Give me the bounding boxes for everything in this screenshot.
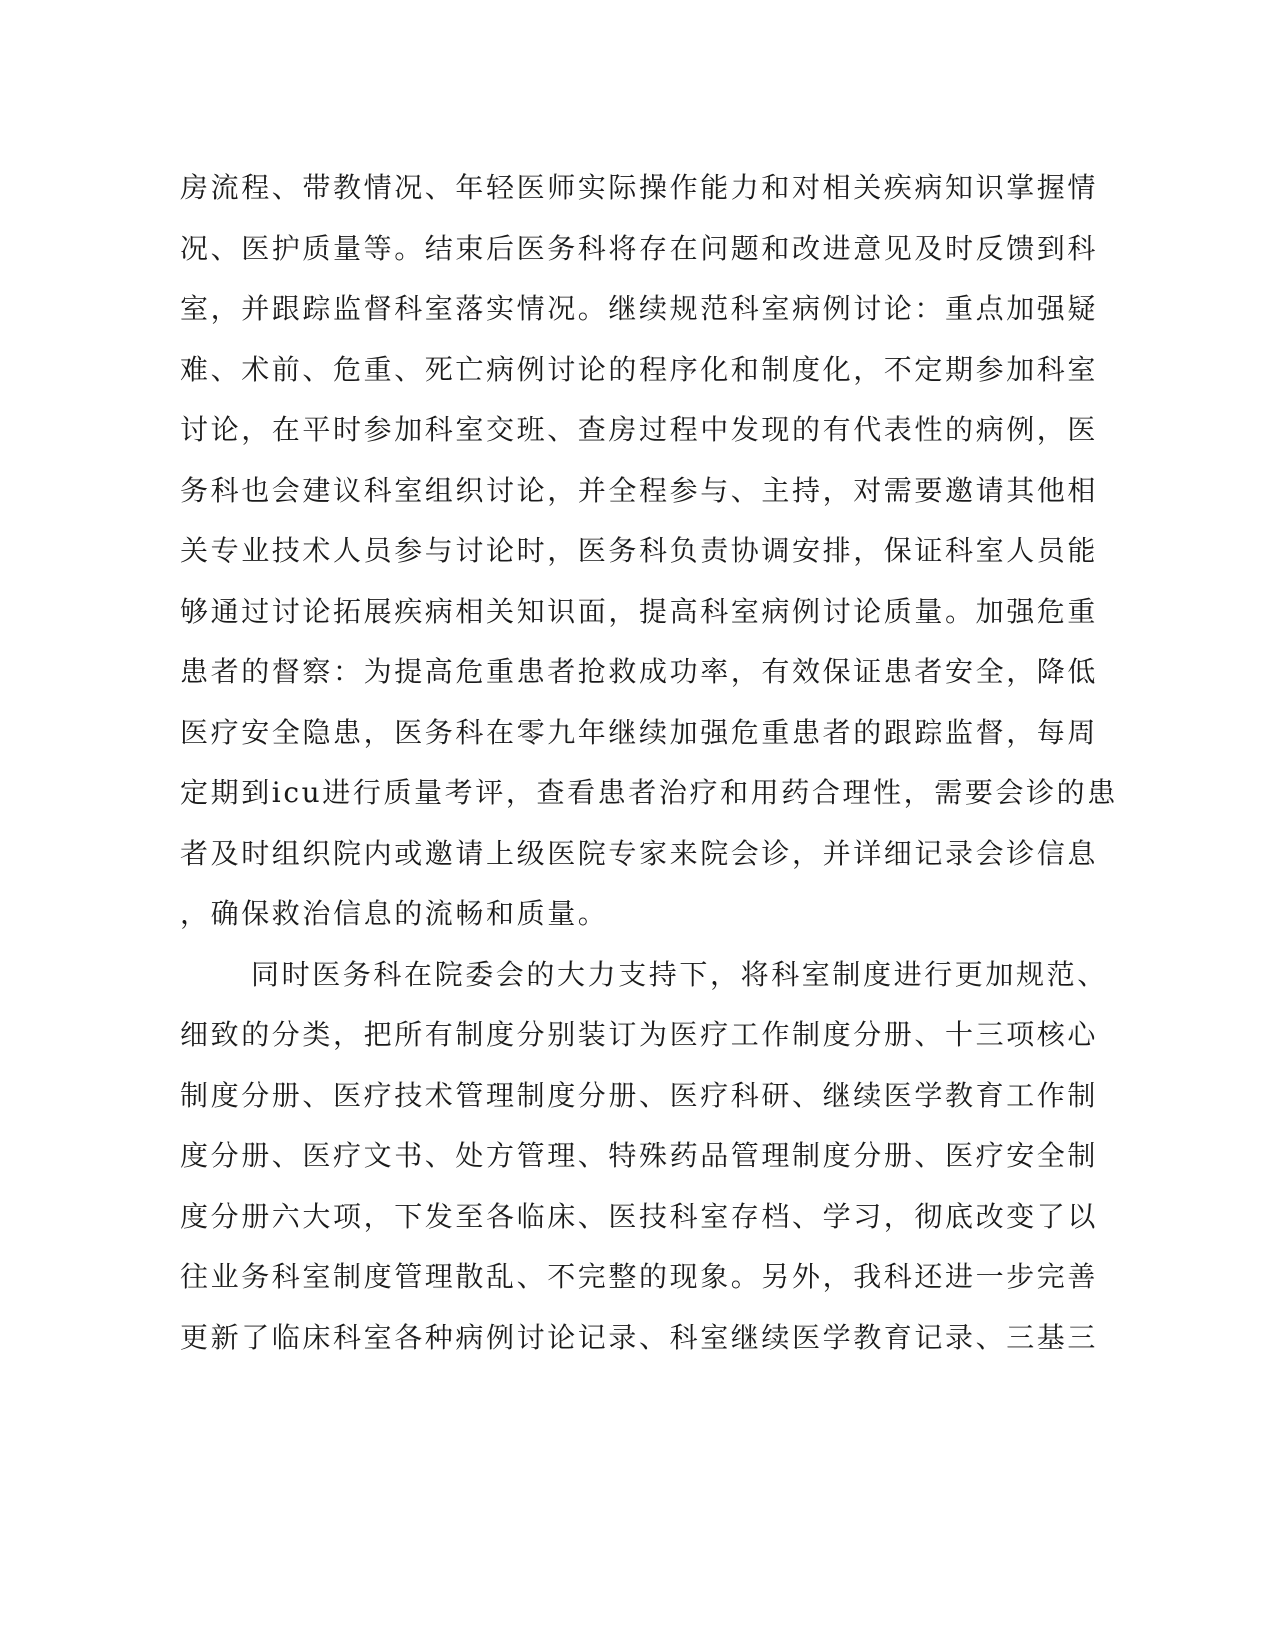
text-line: 往业务科室制度管理散乱、不完整的现象。另外，我科还进一步完善: [180, 1260, 1099, 1293]
text-line: 患者的督察：为提高危重患者抢救成功率，有效保证患者安全，降低: [180, 655, 1099, 688]
text-line: 难、术前、危重、死亡病例讨论的程序化和制度化，不定期参加科室: [180, 352, 1099, 386]
text-line: 室，并跟踪监督科室落实情况。继续规范科室病例讨论：重点加强疑: [180, 292, 1099, 325]
text-line: 关专业技术人员参与讨论时，医务科负责协调安排，保证科室人员能: [180, 534, 1099, 567]
text-line: 制度分册、医疗技术管理制度分册、医疗科研、继续医学教育工作制: [180, 1078, 1099, 1112]
text-line: 务科也会建议科室组织讨论，并全程参与、主持，对需要邀请其他相: [180, 473, 1099, 507]
text-line: 房流程、带教情况、年轻医师实际操作能力和对相关疾病知识掌握情: [180, 171, 1099, 204]
paragraph-1: [180, 158, 1118, 945]
text-line: 者及时组织院内或邀请上级医院专家来院会诊，并详细记录会诊信息: [180, 836, 1099, 870]
text-line: 医疗安全隐患，医务科在零九年继续加强危重患者的跟踪监督，每周: [180, 715, 1099, 749]
paragraph-2: [180, 945, 1108, 1369]
body-text: [180, 158, 1118, 1368]
text-line: ，确保救治信息的流畅和质量。: [180, 897, 609, 930]
text-line: 够通过讨论拓展疾病相关知识面，提高科室病例讨论质量。加强危重: [180, 594, 1099, 628]
text-line: 度分册、医疗文书、处方管理、特殊药品管理制度分册、医疗安全制: [180, 1139, 1099, 1172]
text-line: 细致的分类，把所有制度分别装订为医疗工作制度分册、十三项核心: [180, 1018, 1099, 1051]
text-line: 更新了临床科室各种病例讨论记录、科室继续医学教育记录、三基三: [180, 1320, 1099, 1354]
text-line: 况、医护质量等。结束后医务科将存在问题和改进意见及时反馈到科: [180, 231, 1099, 265]
text-line: 讨论，在平时参加科室交班、查房过程中发现的有代表性的病例，医: [180, 413, 1099, 446]
text-line: 同时医务科在院委会的大力支持下，将科室制度进行更加规范、: [251, 957, 1108, 991]
text-line: 度分册六大项，下发至各临床、医技科室存档、学习，彻底改变了以: [180, 1199, 1099, 1233]
text-line: 定期到icu进行质量考评，查看患者治疗和用药合理性，需要会诊的患: [180, 776, 1118, 809]
